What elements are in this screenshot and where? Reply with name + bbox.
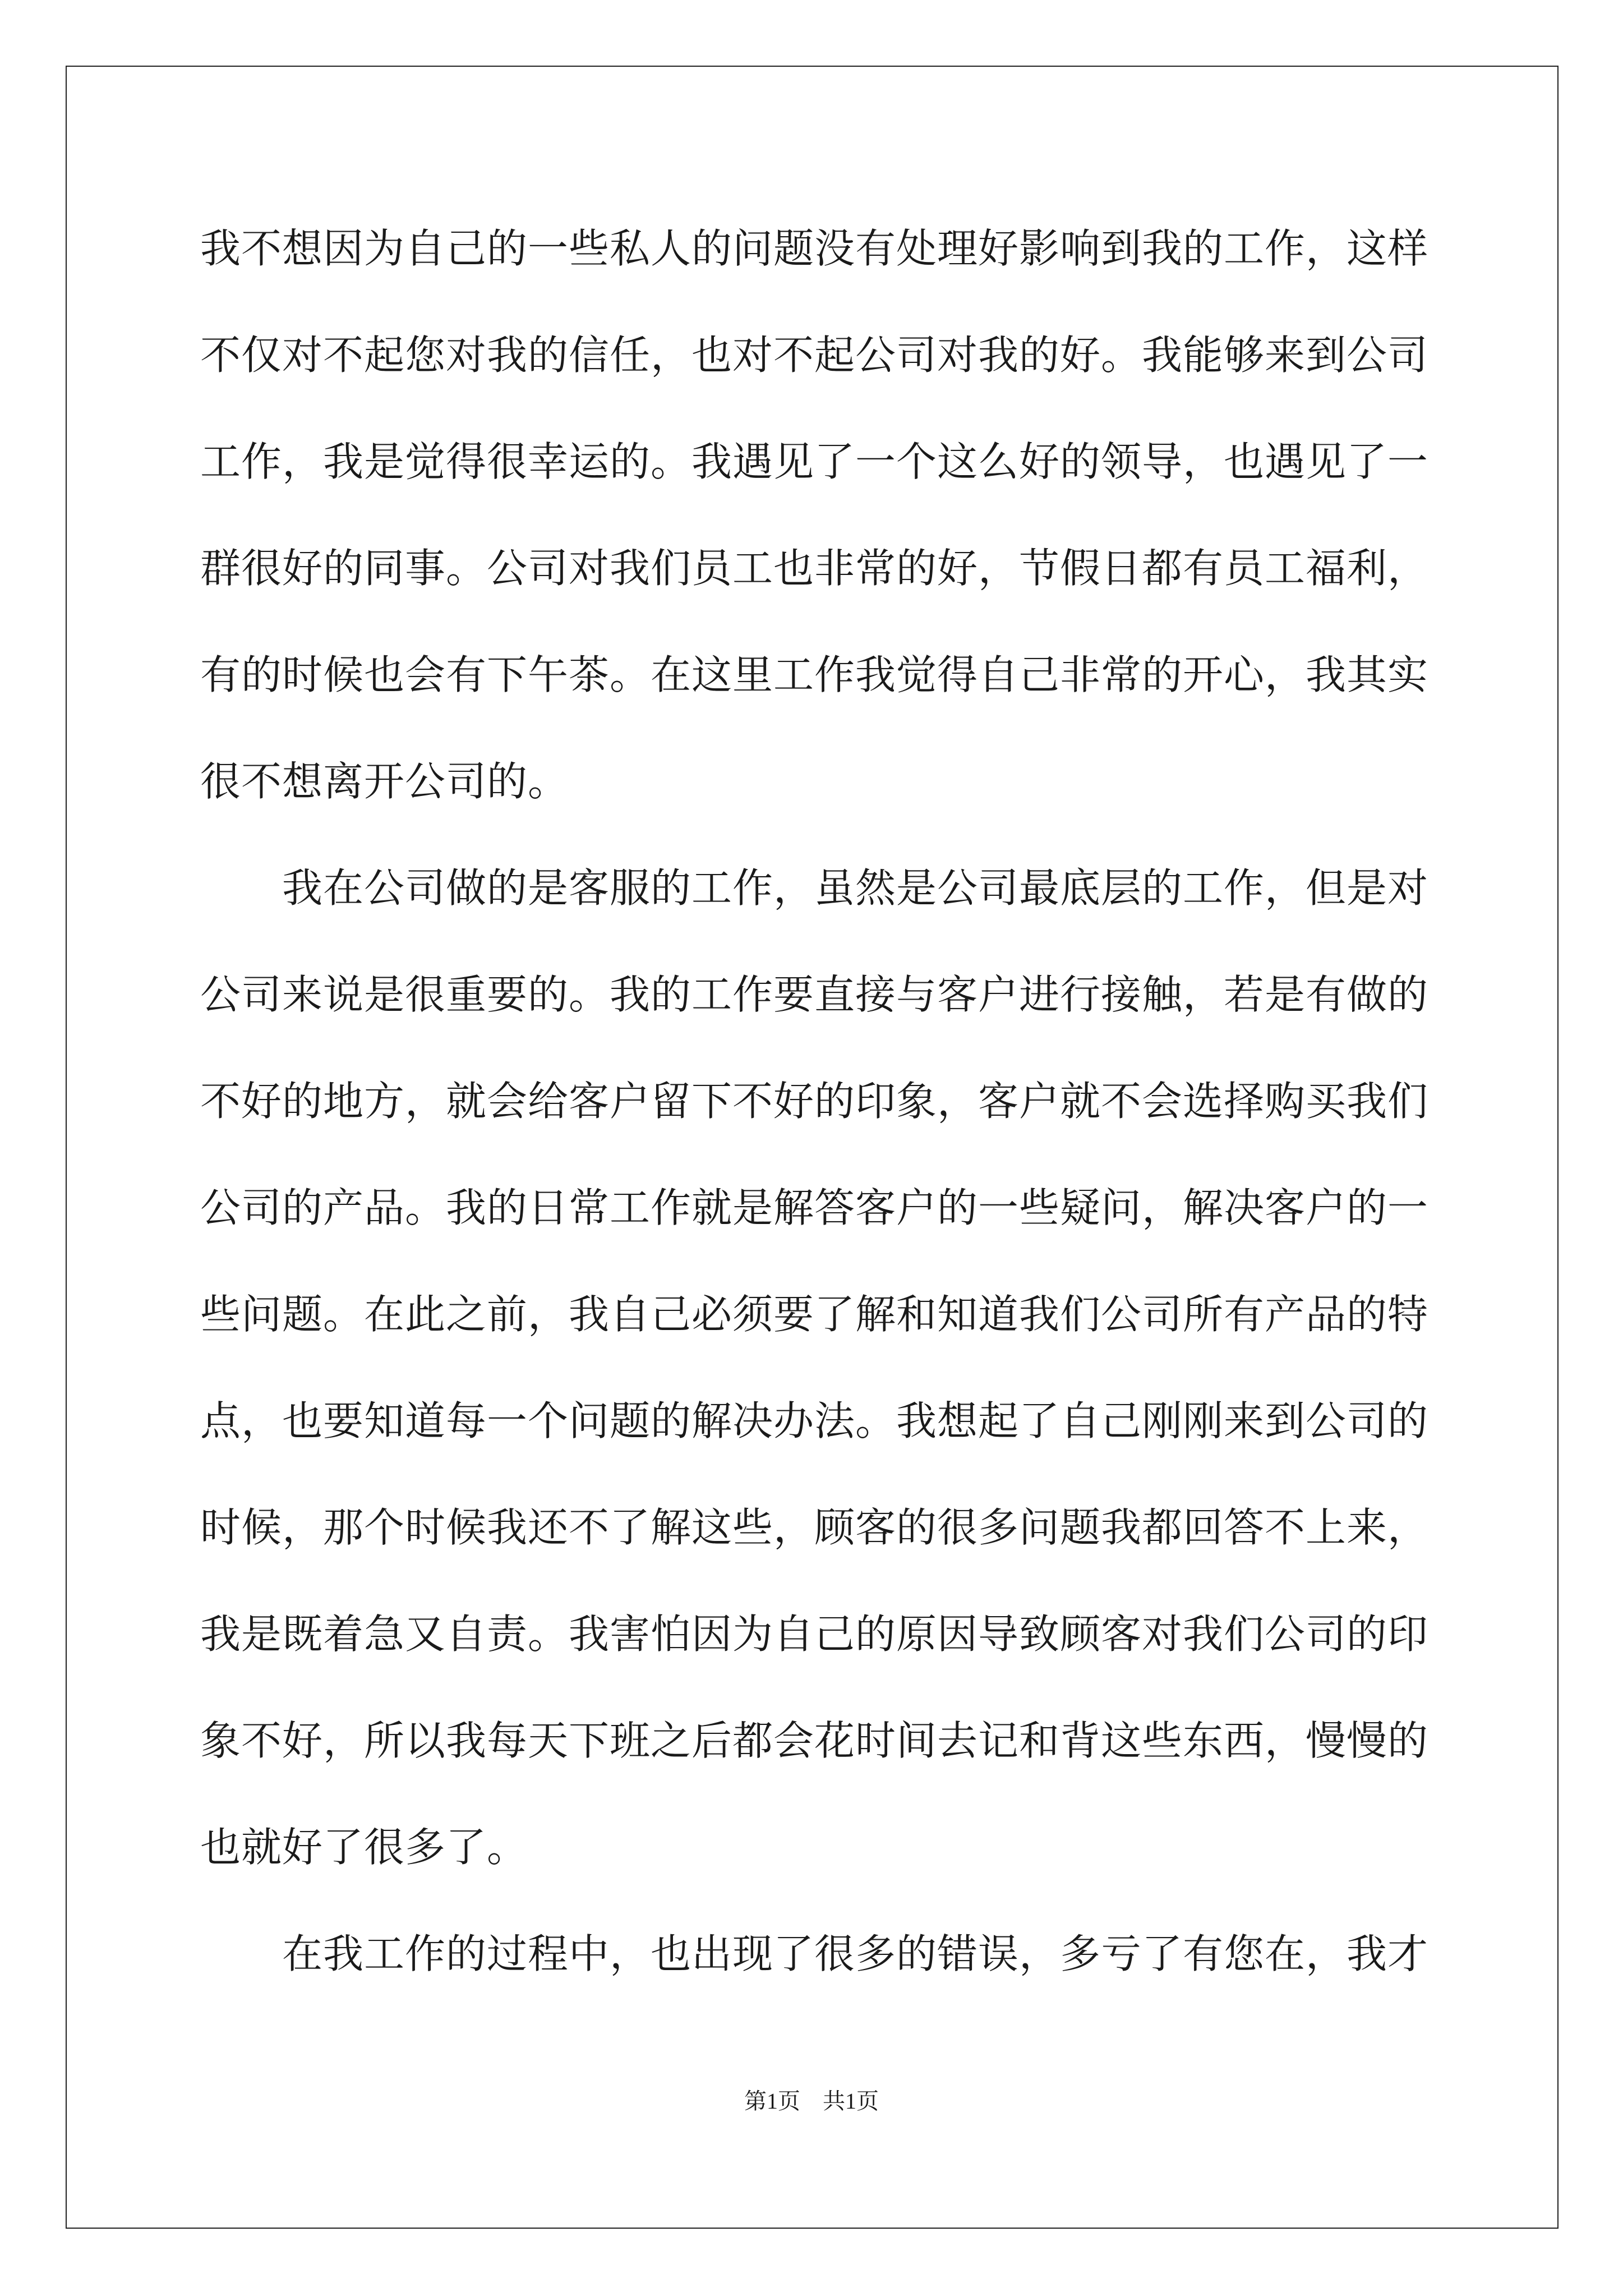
text-line: 公司的产品。我的日常工作就是解答客户的一些疑问，解决客户的一 [200, 1184, 1429, 1231]
text-line: 时候，那个时候我还不了解这些，顾客的很多问题我都回答不上来， [200, 1504, 1429, 1551]
text-line: 也就好了很多了。 [200, 1824, 528, 1871]
text-line: 很不想离开公司的。 [200, 758, 569, 805]
text-line: 点，也要知道每一个问题的解决办法。我想起了自己刚刚来到公司的 [200, 1397, 1429, 1444]
text-line: 我是既着急又自责。我害怕因为自己的原因导致顾客对我们公司的印 [200, 1611, 1429, 1658]
text-line: 工作，我是觉得很幸运的。我遇见了一个这么好的领导，也遇见了一 [200, 438, 1429, 485]
text-line: 我不想因为自己的一些私人的问题没有处理好影响到我的工作，这样 [200, 225, 1429, 272]
text-line: 在我工作的过程中，也出现了很多的错误，多亏了有您在，我才 [282, 1930, 1429, 1977]
text-line: 些问题。在此之前，我自己必须要了解和知道我们公司所有产品的特 [200, 1291, 1429, 1338]
paragraph-1 [200, 195, 1468, 835]
text-line: 我在公司做的是客服的工作，虽然是公司最底层的工作，但是对 [282, 864, 1429, 912]
text-line: 有的时候也会有下午茶。在这里工作我觉得自己非常的开心，我其实 [200, 651, 1429, 698]
text-line: 公司来说是很重要的。我的工作要直接与客户进行接触，若是有做的 [200, 971, 1429, 1018]
text-line: 不好的地方，就会给客户留下不好的印象，客户就不会选择购买我们 [200, 1078, 1429, 1125]
document-body [200, 195, 1468, 2007]
page-number-footer: 第1页 共1页 [744, 2088, 879, 2114]
text-line: 象不好，所以我每天下班之后都会花时间去记和背这些东西，慢慢的 [200, 1717, 1429, 1764]
paragraph-3 [200, 1901, 1468, 2007]
text-line: 群很好的同事。公司对我们员工也非常的好，节假日都有员工福利， [200, 545, 1429, 592]
paragraph-2 [200, 835, 1468, 1901]
text-line: 不仅对不起您对我的信任，也对不起公司对我的好。我能够来到公司 [200, 332, 1429, 379]
